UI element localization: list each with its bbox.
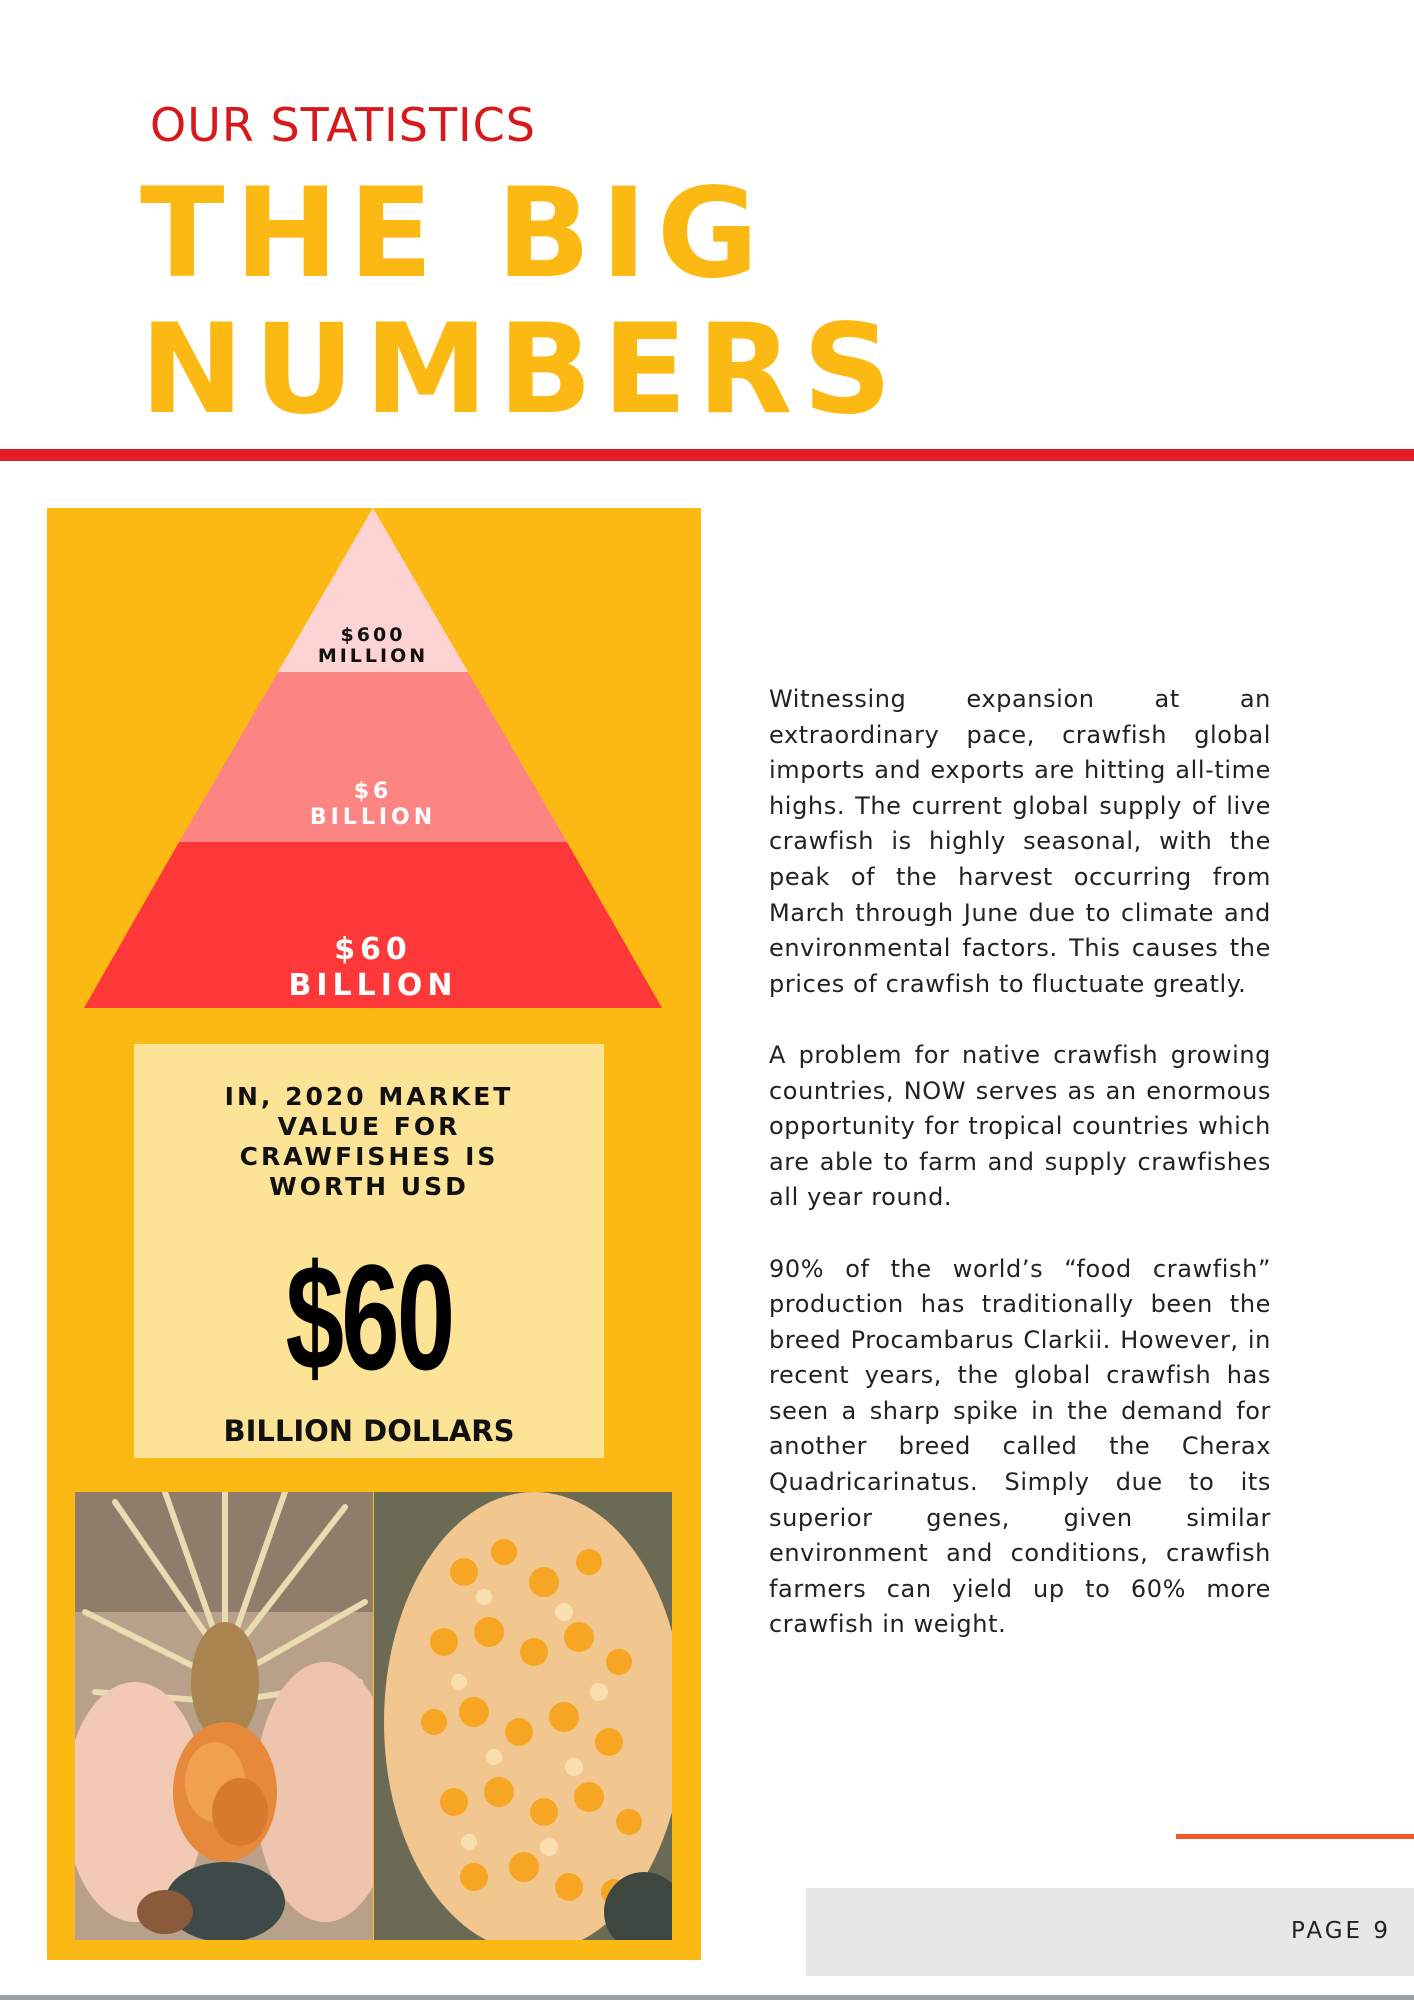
tier-top-amount: $600 [340, 624, 406, 646]
body-paragraph-3: 90% of the world’s “food crawfish” production has traditionally been the breed Procambarus Clarkii. However, in recent years, the global crawfish has seen a sharp spike in the demand for another breed called the Cherax Quadricarinatus. Simply due to its superior genes, given similar environment and conditions, crawfish farmers can yield up to 60% more crawfish in weight. [769, 1254, 1271, 1639]
page-number: PAGE 9 [1290, 1918, 1391, 1944]
crawfish-eggs-photo [374, 1492, 672, 1940]
market-value-caption: IN, 2020 MARKET VALUE FOR CRAWFISHES IS WORTH USD [224, 1082, 514, 1201]
value-pyramid [84, 508, 662, 1008]
article-body [769, 682, 1271, 1679]
page-title-line-2: NUMBERS [140, 298, 902, 442]
tier-middle-amount: $6 [353, 779, 393, 804]
market-value-unit: BILLION DOLLARS [223, 1414, 515, 1448]
body-paragraph-1: Witnessing expansion at an extraordinary pace, crawfish global imports and exports are hitting all-time highs. The current global supply of live crawfish is highly seasonal, with the peak of the harvest occurring from March through June due to climate and environmental factors. This causes the prices of crawfish to fluctuate greatly. [769, 685, 1271, 998]
page-bottom-edge [0, 1995, 1414, 2000]
footer-accent-line [1176, 1834, 1414, 1839]
tier-middle-unit: BILLION [309, 805, 437, 830]
page-number-bar [806, 1888, 1414, 1976]
section-eyebrow: OUR STATISTICS [150, 98, 536, 152]
body-paragraph-2: A problem for native crawfish growing countries, NOW serves as an enormous opportunity for tropical countries which are able to farm and supply crawfishes all year round. [769, 1040, 1271, 1212]
tier-top-unit: MILLION [317, 645, 429, 667]
market-value-number: $60 [285, 1233, 453, 1401]
tier-bottom-amount: $60 [334, 932, 412, 967]
market-value-card [134, 1044, 604, 1458]
crawfish-underside-photo [75, 1492, 373, 1940]
header-divider [0, 449, 1414, 461]
tier-bottom-unit: BILLION [288, 968, 458, 1003]
page-title-line-1: THE BIG [140, 162, 769, 306]
